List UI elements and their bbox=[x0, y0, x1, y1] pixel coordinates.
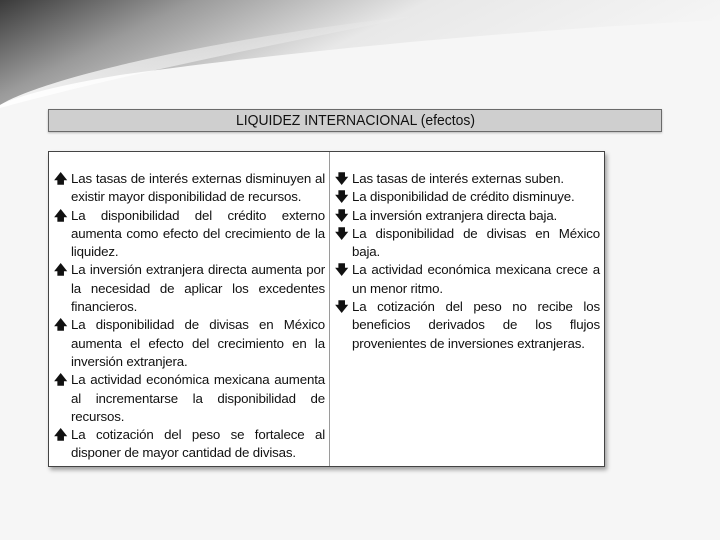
list-item bbox=[335, 298, 600, 353]
list-item-text: La cotización del peso no recibe los beneficios derivados de los flujos provenientes de inversiones extranjeras. bbox=[352, 299, 600, 351]
list-item-text: La disponibilidad del crédito externo aumenta como efecto del crecimiento de la liquidez. bbox=[71, 207, 325, 260]
arrow-up-icon: 🡅 bbox=[54, 372, 68, 388]
arrow-up-icon: 🡅 bbox=[54, 171, 68, 186]
list-item bbox=[54, 170, 325, 207]
list-item-text: Las tasas de interés externas disminuyen al existir mayor disponibilidad de recursos. bbox=[71, 171, 325, 205]
effects-table bbox=[48, 151, 605, 467]
list-item-text: La disponibilidad de divisas en México baja. bbox=[352, 225, 600, 260]
list-item bbox=[54, 316, 325, 371]
list-item-text: La disponibilidad de divisas en México aumenta el efecto del crecimiento en la inversión extranjera. bbox=[71, 317, 325, 369]
right-column bbox=[330, 152, 604, 466]
list-item bbox=[54, 426, 325, 463]
list-item bbox=[54, 371, 325, 426]
list-item-text: La disponibilidad de crédito disminuye. bbox=[352, 189, 575, 205]
arrow-up-icon: 🡅 bbox=[54, 207, 68, 223]
arrow-up-icon: 🡅 bbox=[54, 317, 68, 333]
arrow-up-icon: 🡅 bbox=[54, 262, 68, 278]
list-item-text: La actividad económica mexicana aumenta al incrementarse la disponibilidad de recursos. bbox=[71, 372, 325, 424]
decorative-swoosh bbox=[0, 0, 720, 110]
list-item bbox=[335, 170, 600, 188]
list-item bbox=[335, 188, 600, 206]
arrow-down-icon: 🡇 bbox=[335, 171, 349, 186]
arrow-down-icon: 🡇 bbox=[335, 189, 349, 205]
list-item bbox=[54, 207, 325, 262]
list-item bbox=[335, 225, 600, 262]
list-item-text: Las tasas de interés externas suben. bbox=[352, 171, 564, 186]
arrow-down-icon: 🡇 bbox=[335, 299, 349, 315]
arrow-down-icon: 🡇 bbox=[335, 262, 349, 278]
list-item-text: La actividad económica mexicana crece a un menor ritmo. bbox=[352, 262, 600, 296]
left-column bbox=[49, 152, 330, 466]
table-title: LIQUIDEZ INTERNACIONAL (efectos) bbox=[235, 112, 475, 129]
list-item bbox=[54, 261, 325, 316]
list-item-text: La cotización del peso se fortalece al disponer de mayor cantidad de divisas. bbox=[71, 427, 325, 461]
arrow-up-icon: 🡅 bbox=[54, 427, 68, 443]
list-item-text: La inversión extranjera directa baja. bbox=[352, 207, 558, 223]
arrow-down-icon: 🡇 bbox=[335, 225, 349, 241]
list-item-text: La inversión extranjera directa aumenta por la necesidad de aplicar los excedentes financieros. bbox=[71, 262, 325, 315]
list-item bbox=[335, 261, 600, 298]
arrow-down-icon: 🡇 bbox=[335, 207, 349, 223]
list-item bbox=[335, 207, 600, 225]
table-title-bar bbox=[48, 109, 662, 132]
